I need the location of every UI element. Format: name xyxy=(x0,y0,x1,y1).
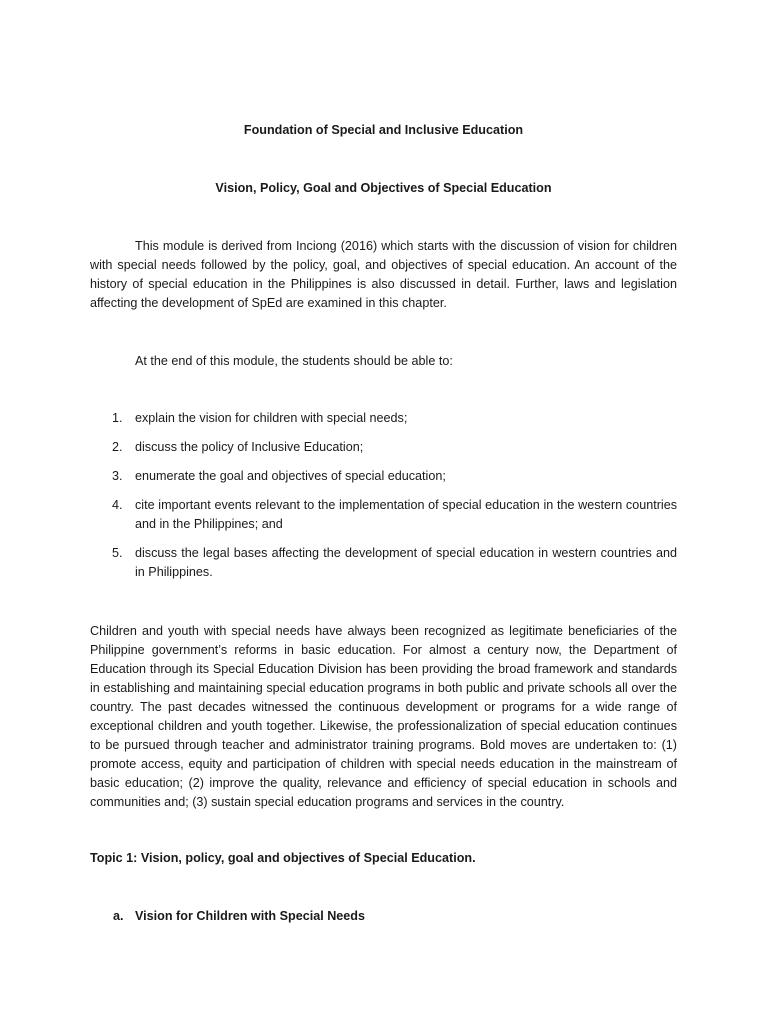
objective-text: enumerate the goal and objectives of special education; xyxy=(135,469,446,483)
topic-heading: Topic 1: Vision, policy, goal and objectives of Special Education. xyxy=(90,851,476,865)
document-title: Foundation of Special and Inclusive Education xyxy=(243,123,524,137)
document-subtitle: Vision, Policy, Goal and Objectives of Special Education xyxy=(215,181,552,195)
objective-text: cite important events relevant to the implementation of special education in the western countries and in the Philippines; and xyxy=(135,498,677,531)
objective-text: discuss the legal bases affecting the development of special education in western countries and in Philippines. xyxy=(135,546,677,579)
objective-number: 5. xyxy=(112,546,123,560)
objective-number: 1. xyxy=(112,411,123,425)
objective-text: discuss the policy of Inclusive Education; xyxy=(135,440,364,454)
objective-item xyxy=(90,438,677,457)
objective-number: 3. xyxy=(112,469,123,483)
subtopic-letter: a. xyxy=(113,909,124,923)
objective-number: 2. xyxy=(112,440,123,454)
objective-number: 4. xyxy=(112,498,123,512)
objective-item xyxy=(90,496,677,534)
intro-paragraph: This module is derived from Inciong (2016) which starts with the discussion of vision for children with special needs followed by the policy, goal, and objectives of special education. An account of the history of special education in the Philippines is also discussed in detail. Further, laws and legislation affecting the development of SpEd are examined in this chapter. xyxy=(90,239,677,310)
objectives-intro: At the end of this module, the students should be able to: xyxy=(135,354,453,368)
objective-item xyxy=(90,544,677,582)
body-paragraph: Children and youth with special needs have always been recognized as legitimate beneficiaries of the Philippine government’s reforms in basic education. For almost a century now, the Department of Education through its Special Education Division has been providing the broad framework and standards in establishing and maintaining special education programs in both public and private schools all over the country. The past decades witnessed the continuous development or programs for a wide range of exceptional children and youth together. Likewise, the professionalization of special education continues to be pursued through teacher and administrator training programs. Bold moves are undertaken to: (1) promote access, equity and participation of children with special needs education in the mainstream of basic education; (2) improve the quality, relevance and efficiency of special education in schools and communities and; (3) sustain special education programs and services in the country. xyxy=(90,624,677,809)
subtopic-label: Vision for Children with Special Needs xyxy=(135,909,366,923)
objective-text: explain the vision for children with special needs; xyxy=(135,411,408,425)
objectives-list xyxy=(90,409,677,592)
objective-item xyxy=(90,467,677,486)
subtopic-heading xyxy=(113,907,365,926)
objective-item xyxy=(90,409,677,428)
